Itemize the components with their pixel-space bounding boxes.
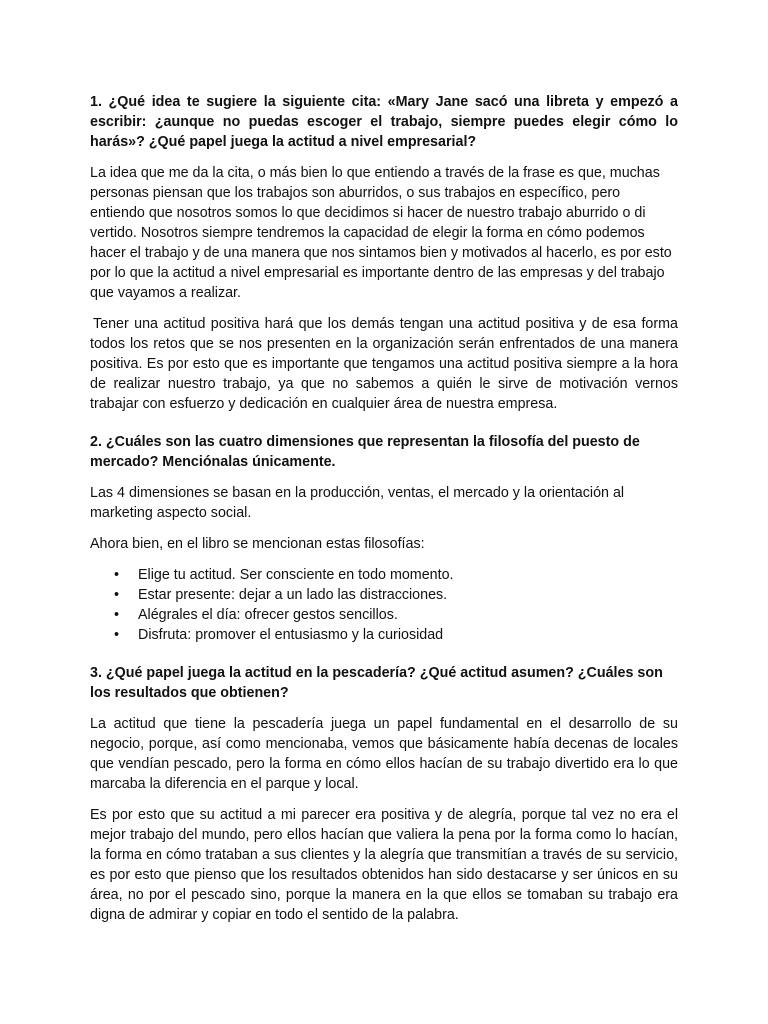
bullet-icon: • xyxy=(114,587,120,603)
bullet-icon: • xyxy=(114,627,120,643)
answer-2-paragraph-2: Ahora bien, en el libro se mencionan estas filosofías: xyxy=(90,536,425,552)
bullet-icon: • xyxy=(114,607,120,623)
list-item-text: Disfruta: promover el entusiasmo y la curiosidad xyxy=(138,627,444,643)
list-item xyxy=(90,625,678,645)
list-item-text: Estar presente: dejar a un lado las distracciones. xyxy=(138,587,448,603)
list-item-text: Alégrales el día: ofrecer gestos sencillos. xyxy=(138,607,398,623)
document-page xyxy=(90,92,678,936)
answer-2-paragraph-1: Las 4 dimensiones se basan en la producción, ventas, el mercado y la orientación al marketing aspecto social. xyxy=(90,485,625,521)
question-3-heading: 3. ¿Qué papel juega la actitud en la pescadería? ¿Qué actitud asumen? ¿Cuáles son los resultados que obtienen? xyxy=(90,665,663,701)
bullet-icon: • xyxy=(114,567,120,583)
answer-3-paragraph-1: La actitud que tiene la pescadería juega un papel fundamental en el desarrollo de su negocio, porque, así como mencionaba, vemos que básicamente había decenas de locales que vendían pescado, pero la forma en cómo ellos hacían de su trabajo divertido era lo que marcaba la diferencia en el parque y local. xyxy=(90,716,678,792)
philosophies-list xyxy=(90,565,678,645)
list-item xyxy=(90,605,678,625)
question-1-heading: 1. ¿Qué idea te sugiere la siguiente cita: «Mary Jane sacó una libreta y empezó a escribir: ¿aunque no puedas escoger el trabajo, siempre puedes elegir cómo lo harás»? ¿Qué papel juega la actitud a nivel empresarial? xyxy=(90,94,678,150)
answer-1-paragraph-2: Tener una actitud positiva hará que los demás tengan una actitud positiva y de esa forma todos los retos que se nos presenten en la organización serán enfrentados de una manera positiva. Es por esto que es importante que tengamos una actitud positiva siempre a la hora de realizar nuestro trabajo, ya que no sabemos a quién le sirve de motivación vernos trabajar con esfuerzo y dedicación en cualquier área de nuestra empresa. xyxy=(90,316,678,412)
question-2-heading: 2. ¿Cuáles son las cuatro dimensiones que representan la filosofía del puesto de mercado? Menciónalas únicamente. xyxy=(90,434,640,470)
list-item xyxy=(90,585,678,605)
answer-1-paragraph-1: La idea que me da la cita, o más bien lo que entiendo a través de la frase es que, muchas personas piensan que los trabajos son aburridos, o sus trabajos en específico, pero entiendo que nosotros somos lo que decidimos si hacer de nuestro trabajo aburrido o di vertido. Nosotros siempre tendremos la capacidad de elegir la forma en cómo podemos hacer el trabajo y de una manera que nos sintamos bien y motivados al hacerlo, es por esto por lo que la actitud a nivel empresarial es importante dentro de las empresas y del trabajo que vayamos a realizar. xyxy=(90,165,672,301)
list-item xyxy=(90,565,678,585)
answer-3-paragraph-2: Es por esto que su actitud a mi parecer era positiva y de alegría, porque tal vez no era el mejor trabajo del mundo, pero ellos hacían que valiera la pena por la forma como lo hacían, la forma en cómo trataban a sus clientes y la alegría que transmitían a través de su servicio, es por esto que pienso que los resultados obtenidos han sido destacarse y ser únicos en su área, no por el pescado sino, porque la manera en la que ellos se tomaban su trabajo era digna de admirar y copiar en todo el sentido de la palabra. xyxy=(90,807,678,923)
list-item-text: Elige tu actitud. Ser consciente en todo momento. xyxy=(138,567,454,583)
